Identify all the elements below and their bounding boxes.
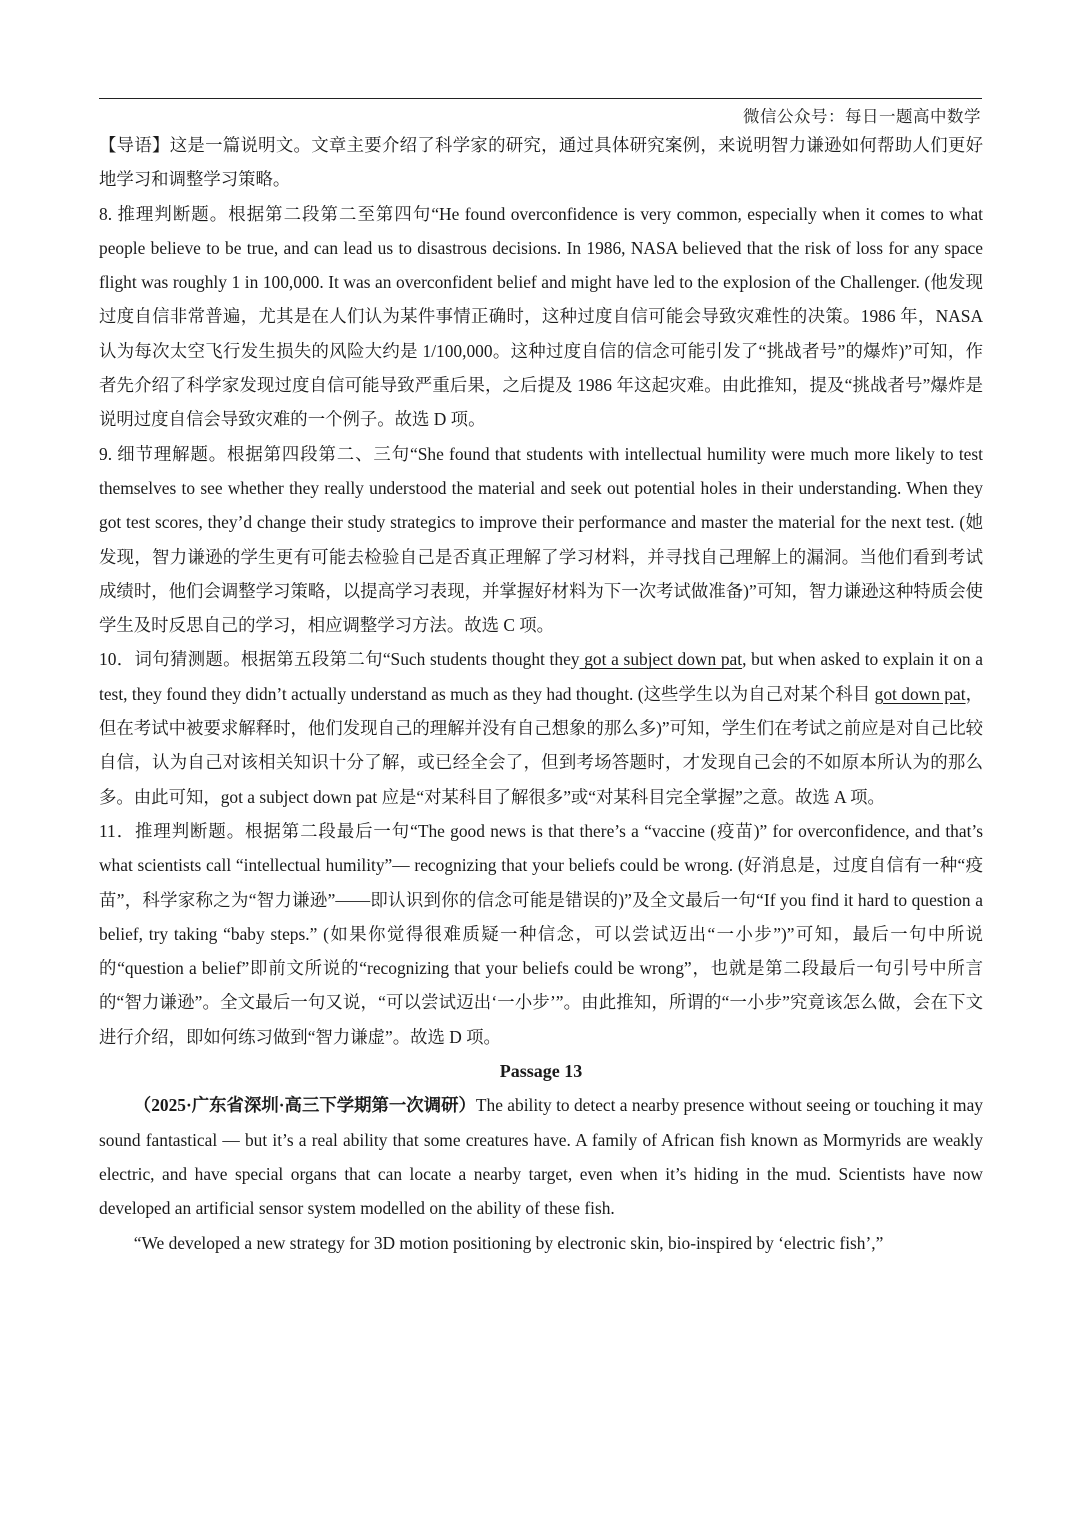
answer-q10 (99, 642, 983, 813)
answer-q8: 8. 推理判断题。根据第二段第二至第四句“He found overconfidence is very common, especially when it comes to what people believe to be true, and can lead us to disastrous decisions. In 1986, NASA believed that the risk of loss for any space flight was roughly 1 in 100,000. It was an overconfident belief and might have led to the explosion of the Challenger. (他发现过度自信非常普遍，尤其是在人们认为某件事情正确时，这种过度自信可能会导致灾难性的决策。1986 年，NASA 认为每次太空飞行发生损失的风险大约是 1/100,000。这种过度自信的信念可能引发了“挑战者号”的爆炸)”可知，作者先介绍了科学家发现过度自信可能导致严重后果，之后提及 1986 年这起灾难。由此推知，提及“挑战者号”爆炸是说明过度自信会导致灾难的一个例子。故选 D 项。 (99, 203, 983, 430)
q10-text-1: 10．词句猜测题。根据第五段第二句“Such students thought they (99, 649, 580, 670)
passage-source: （2025·广东省深圳·高三下学期第一次调研） (133, 1095, 476, 1116)
answer-q11: 11．推理判断题。根据第二段最后一句“The good news is that there’s a “vaccine (疫苗)” for overconfidence, and that’s what scientists call “intellectual humility”— recognizing that your beliefs could be wrong. (好消息是，过度自信有一种“疫苗”，科学家称之为“智力谦逊”——即认识到你的信念可能是错误的)”及全文最后一句“If you find it hard to question a belief, try taking “baby steps.” (如果你觉得很难质疑一种信念，可以尝试迈出“一小步”)”可知，最后一句中所说的“question a belief”即前文所说的“recognizing that your beliefs could be wrong”，也就是第二段最后一句引号中所言的“智力谦逊”。全文最后一句又说，“可以尝试迈出‘一小步’”。由此推知，所谓的“一小步”究竟该怎么做，会在下文进行介绍，即如何练习做到“智力谦虚”。故选 D 项。 (99, 820, 983, 1047)
q10-text-3: ，但在考试中被要求解释时，他们发现自己的理解并没有自己想象的那么多)”可知，学生们在考试之前应是对自己比较自信，认为自己对该相关知识十分了解，或已经全会了，但到考场答题时，才发现自己会的不如原本所认为的那么多。由此可知，got a subject down pat 应是“对某科目了解很多”或“对某科目完全掌握”之意。故选 A 项。 (99, 683, 983, 807)
q10-text-2: , but when asked to explain it on a test, they found they didn’t actually understand as much as they had thought. (这些学生以为自己对某个科目 (99, 649, 983, 704)
passage-paragraph-1 (99, 1088, 983, 1225)
q10-underlined-phrase-cn: got down pat (874, 683, 966, 704)
passage-title: Passage 13 (499, 1061, 583, 1082)
header-wechat-note: 微信公众号：每日一题高中数学 (743, 107, 981, 126)
q10-underlined-phrase: got a subject down pat (579, 649, 743, 670)
document-body (99, 128, 983, 1260)
intro-paragraph: 【导语】这是一篇说明文。文章主要介绍了科学家的研究，通过具体研究案例，来说明智力谦逊如何帮助人们更好地学习和调整学习策略。 (99, 135, 983, 190)
passage-paragraph-2: “We developed a new strategy for 3D motion positioning by electronic skin, bio-inspired by ‘electric fish’,” (133, 1232, 884, 1253)
header-rule (99, 98, 982, 99)
passage-para1-text: The ability to detect a nearby presence without seeing or touching it may sound fantastical — but it’s a real ability that some creatures have. A family of African fish known as Mormyrids are weakly electric, and have special organs that can locate a nearby target, even when it’s hiding in the mud. Scientists have now developed an artificial sensor system modelled on the ability of these fish. (99, 1095, 983, 1219)
answer-q9: 9. 细节理解题。根据第四段第二、三句“She found that students with intellectual humility were much more likely to test themselves to see whether they really understood the material and seek out potential holes in their understanding. When they got test scores, they’d change their study strategics to improve their performance and master the material for the next test. (她发现，智力谦逊的学生更有可能去检验自己是否真正理解了学习材料，并寻找自己理解上的漏洞。当他们看到考试成绩时，他们会调整学习策略，以提高学习表现，并掌握好材料为下一次考试做准备)”可知，智力谦逊这种特质会使学生及时反思自己的学习，相应调整学习方法。故选 C 项。 (99, 443, 983, 636)
